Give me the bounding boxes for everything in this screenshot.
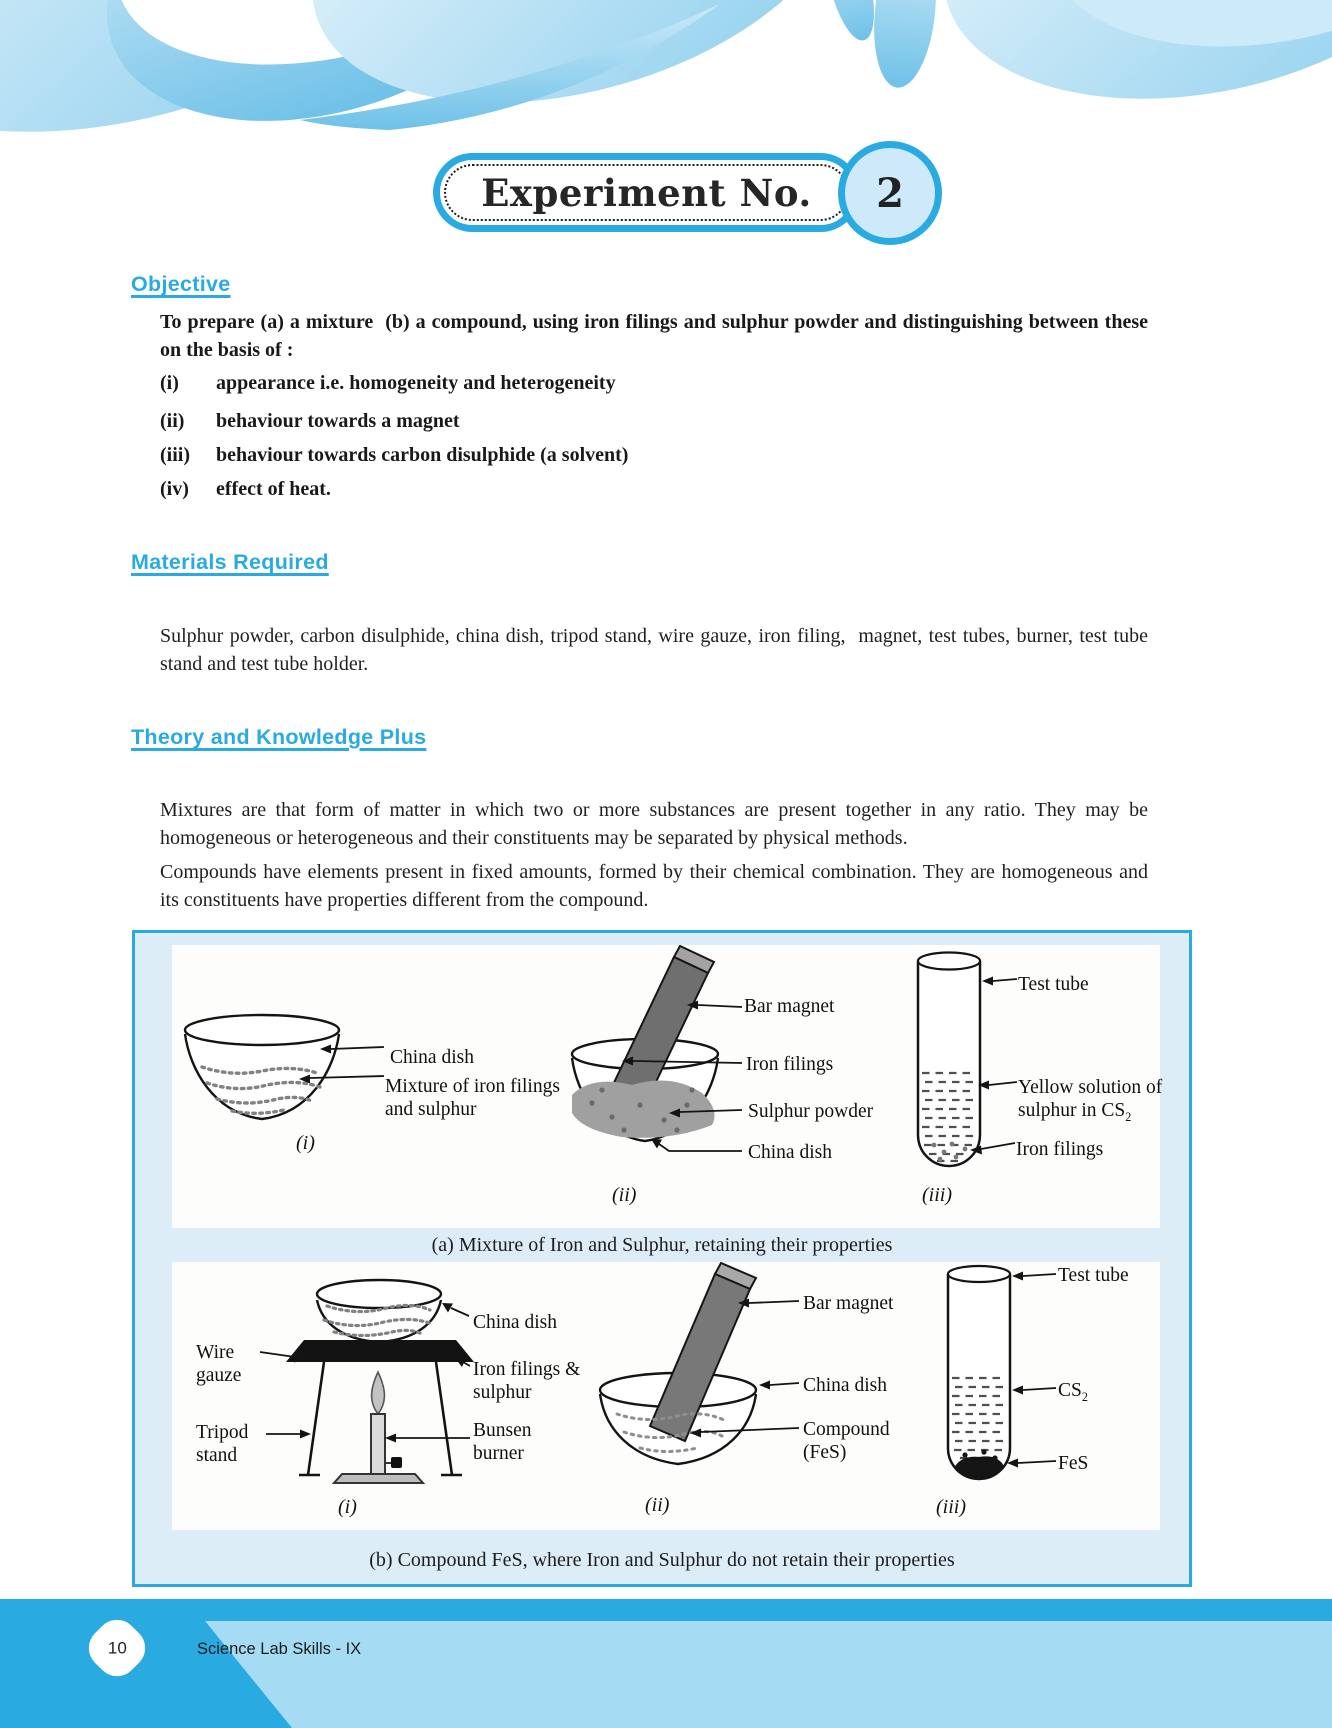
caption-panel-b: (b) Compound FeS, where Iron and Sulphur do not retain their properties: [369, 1549, 955, 1571]
label-bar-magnet-b: Bar magnet: [803, 1293, 894, 1314]
label-china-dish-a1: China dish: [390, 1047, 474, 1068]
label-china-dish-a2: China dish: [748, 1142, 832, 1163]
label-china-dish-b1: China dish: [473, 1312, 557, 1333]
test-tube-fes-drawing: [948, 1266, 1056, 1479]
cs2-text: CS: [1058, 1380, 1082, 1401]
experiment-banner: [433, 153, 860, 232]
theory-paragraph-1: Mixtures are that form of matter in which two or more substances are present together in any ratio. They may be homogeneous or heterogeneous and their constituents may be separated by physical methods.: [160, 799, 1148, 850]
objective-intro: To prepare (a) a mixture (b) a compound, using iron filings and sulphur powder and distinguishing between these on the basis of :: [160, 311, 1148, 362]
subfigure-number-b-iii: (iii): [936, 1496, 966, 1518]
experiment-number-badge: 2: [838, 141, 942, 245]
label-test-tube-b: Test tube: [1058, 1265, 1129, 1286]
caption-panel-a: (a) Mixture of Iron and Sulphur, retaining their properties: [431, 1234, 893, 1256]
item-number: (iii): [160, 444, 190, 466]
wire-gauze: [286, 1340, 474, 1362]
magnet-compound-drawing: [600, 1263, 799, 1464]
label-compound-fes: Compound (FeS): [803, 1419, 890, 1464]
label-cs2: [1058, 1379, 1088, 1404]
label-iron-filings-sulphur: Iron filings & sulphur: [473, 1359, 581, 1404]
magnet-in-dish-drawing: [572, 946, 742, 1151]
objective-item: [160, 478, 1148, 501]
experiment-title: Experiment No.: [444, 164, 849, 221]
yellow-solution-text: Yellow solution of sulphur in CS: [1018, 1077, 1163, 1122]
panel-b-diagrams: [172, 1262, 1160, 1530]
label-iron-filings-a2: Iron filings: [1016, 1139, 1104, 1160]
test-tube-solution-drawing: [918, 953, 1017, 1167]
item-number: (ii): [160, 410, 185, 432]
bunsen-burner: [334, 1372, 423, 1483]
yellow-solution-subscript: 2: [1125, 1110, 1132, 1125]
objective-item: [160, 372, 1148, 395]
label-mixture: Mixture of iron filings and sulphur: [385, 1076, 560, 1121]
cs2-subscript: 2: [1081, 1389, 1088, 1404]
label-yellow-solution: [1018, 1076, 1196, 1125]
objective-item: [160, 410, 1148, 433]
item-number: (iv): [160, 478, 189, 500]
page-number: 10: [107, 1637, 127, 1657]
subfigure-number-a-i: (i): [296, 1132, 315, 1154]
subfigure-number-a-ii: (ii): [612, 1184, 637, 1206]
label-fes: FeS: [1058, 1453, 1089, 1474]
objective-heading: Objective: [131, 272, 231, 296]
label-tripod-stand: Tripod stand: [196, 1422, 249, 1467]
label-bunsen-burner: Bunsen burner: [473, 1420, 532, 1465]
theory-heading: Theory and Knowledge Plus: [131, 725, 427, 749]
materials-heading: Materials Required: [131, 550, 329, 574]
label-wire-gauze: Wire gauze: [196, 1342, 242, 1387]
item-text: behaviour towards a magnet: [216, 410, 460, 432]
china-dish-mixture-drawing: [185, 1015, 384, 1119]
materials-text: Sulphur powder, carbon disulphide, china dish, tripod stand, wire gauze, iron filing, magnet, test tubes, burner, test tube stand and test tube holder.: [160, 625, 1148, 676]
label-iron-filings-a: Iron filings: [746, 1054, 834, 1075]
label-sulphur-powder: Sulphur powder: [748, 1101, 874, 1122]
item-text: appearance i.e. homogeneity and heterogeneity: [216, 372, 616, 394]
subfigure-number-a-iii: (iii): [922, 1184, 952, 1206]
label-china-dish-b2: China dish: [803, 1375, 887, 1396]
item-text: effect of heat.: [216, 478, 331, 500]
header-decoration: [0, 0, 1332, 138]
flame: [372, 1372, 385, 1414]
subfigure-number-b-ii: (ii): [645, 1494, 670, 1516]
tripod-heating-drawing: [260, 1280, 474, 1483]
book-title: Science Lab Skills - IX: [197, 1640, 362, 1658]
theory-paragraph-2: Compounds have elements present in fixed amounts, formed by their chemical combination. They are homogeneous and its constituents have properties different from the compound.: [160, 861, 1148, 912]
item-text: behaviour towards carbon disulphide (a solvent): [216, 444, 629, 466]
objective-item: [160, 444, 1148, 467]
item-number: (i): [160, 372, 179, 394]
panel-a-diagrams: [172, 945, 1163, 1228]
label-test-tube-a: Test tube: [1018, 974, 1089, 995]
label-bar-magnet-a: Bar magnet: [744, 996, 835, 1017]
subfigure-number-b-i: (i): [338, 1496, 357, 1518]
